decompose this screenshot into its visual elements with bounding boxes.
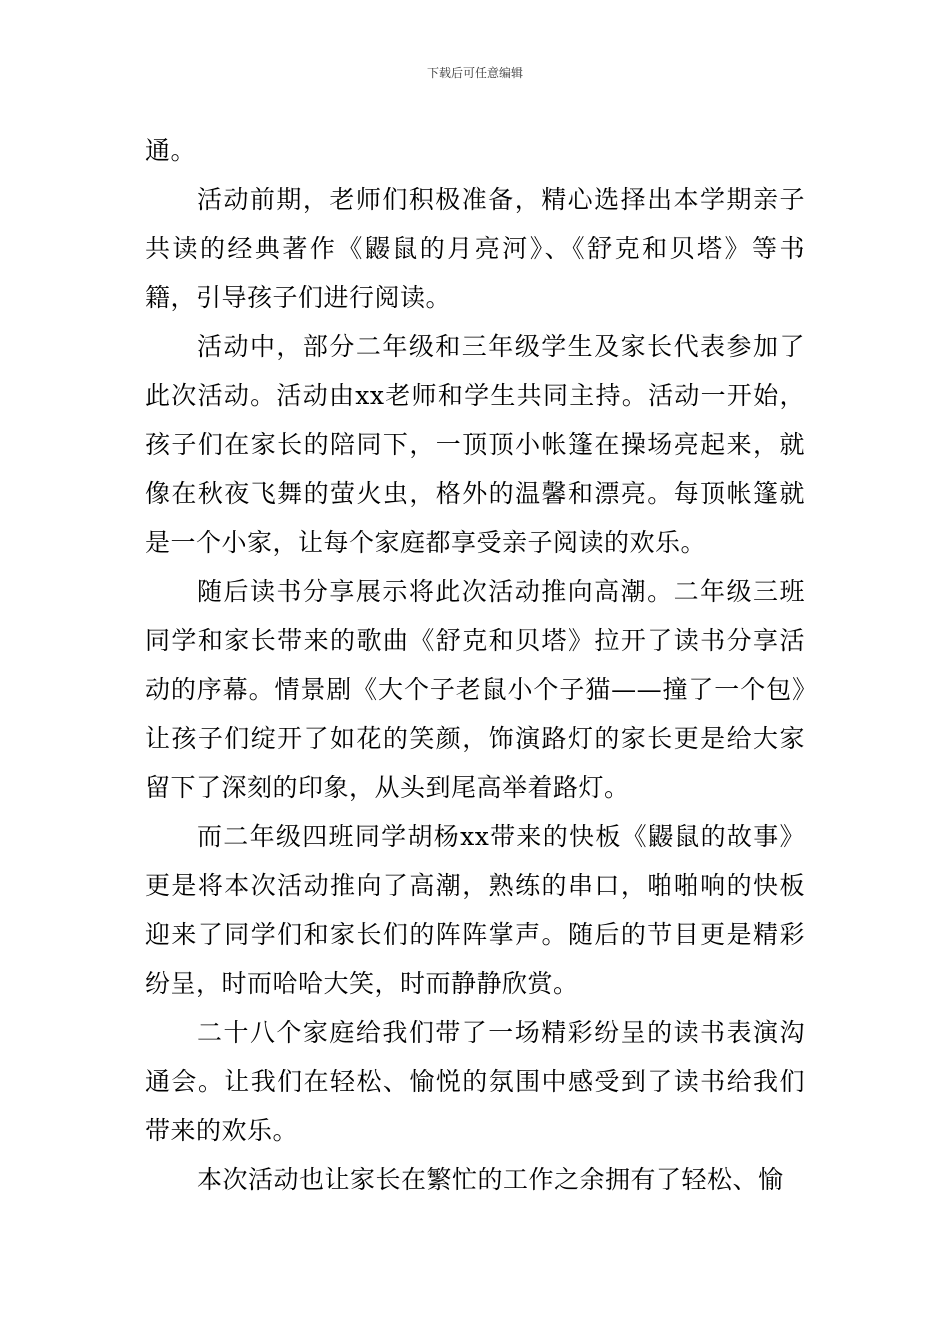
page-header: 下载后可任意编辑: [426, 66, 523, 80]
paragraph: 本次活动也让家长在繁忙的工作之余拥有了轻松、愉: [197, 1165, 784, 1194]
paragraph: 而二年级四班同学胡杨xx带来的快板《鼹鼠的故事》更是将本次活动推向了高潮，熟练的串口，啪啪响的快板迎来了同学们和家长们的阵阵掌声。随后的节目更是精彩纷呈，时而哈哈大笑，时而静静欣赏。: [145, 822, 805, 998]
paragraph: 活动前期，老师们积极准备，精心选择出本学期亲子共读的经典著作《鼹鼠的月亮河》、《舒克和贝塔》等书籍，引导孩子们进行阅读。: [145, 185, 805, 312]
paragraph-continuation: 通。: [145, 136, 197, 165]
paragraph: 活动中，部分二年级和三年级学生及家长代表参加了此次活动。活动由xx老师和学生共同主持。活动一开始，孩子们在家长的陪同下，一顶顶小帐篷在操场亮起来，就像在秋夜飞舞的萤火虫，格外的温馨和漂亮。每顶帐篷就是一个小家，让每个家庭都享受亲子阅读的欢乐。: [145, 332, 805, 557]
paragraph: 二十八个家庭给我们带了一场精彩纷呈的读书表演沟通会。让我们在轻松、愉悦的氛围中感受到了读书给我们带来的欢乐。: [145, 1018, 805, 1145]
paragraph: 随后读书分享展示将此次活动推向高潮。二年级三班同学和家长带来的歌曲《舒克和贝塔》拉开了读书分享活动的序幕。情景剧《大个子老鼠小个子猫——撞了一个包》让孩子们绽开了如花的笑颜，饰演路灯的家长更是给大家留下了深刻的印象，从头到尾高举着路灯。: [145, 577, 805, 802]
document-body: [145, 126, 805, 1204]
